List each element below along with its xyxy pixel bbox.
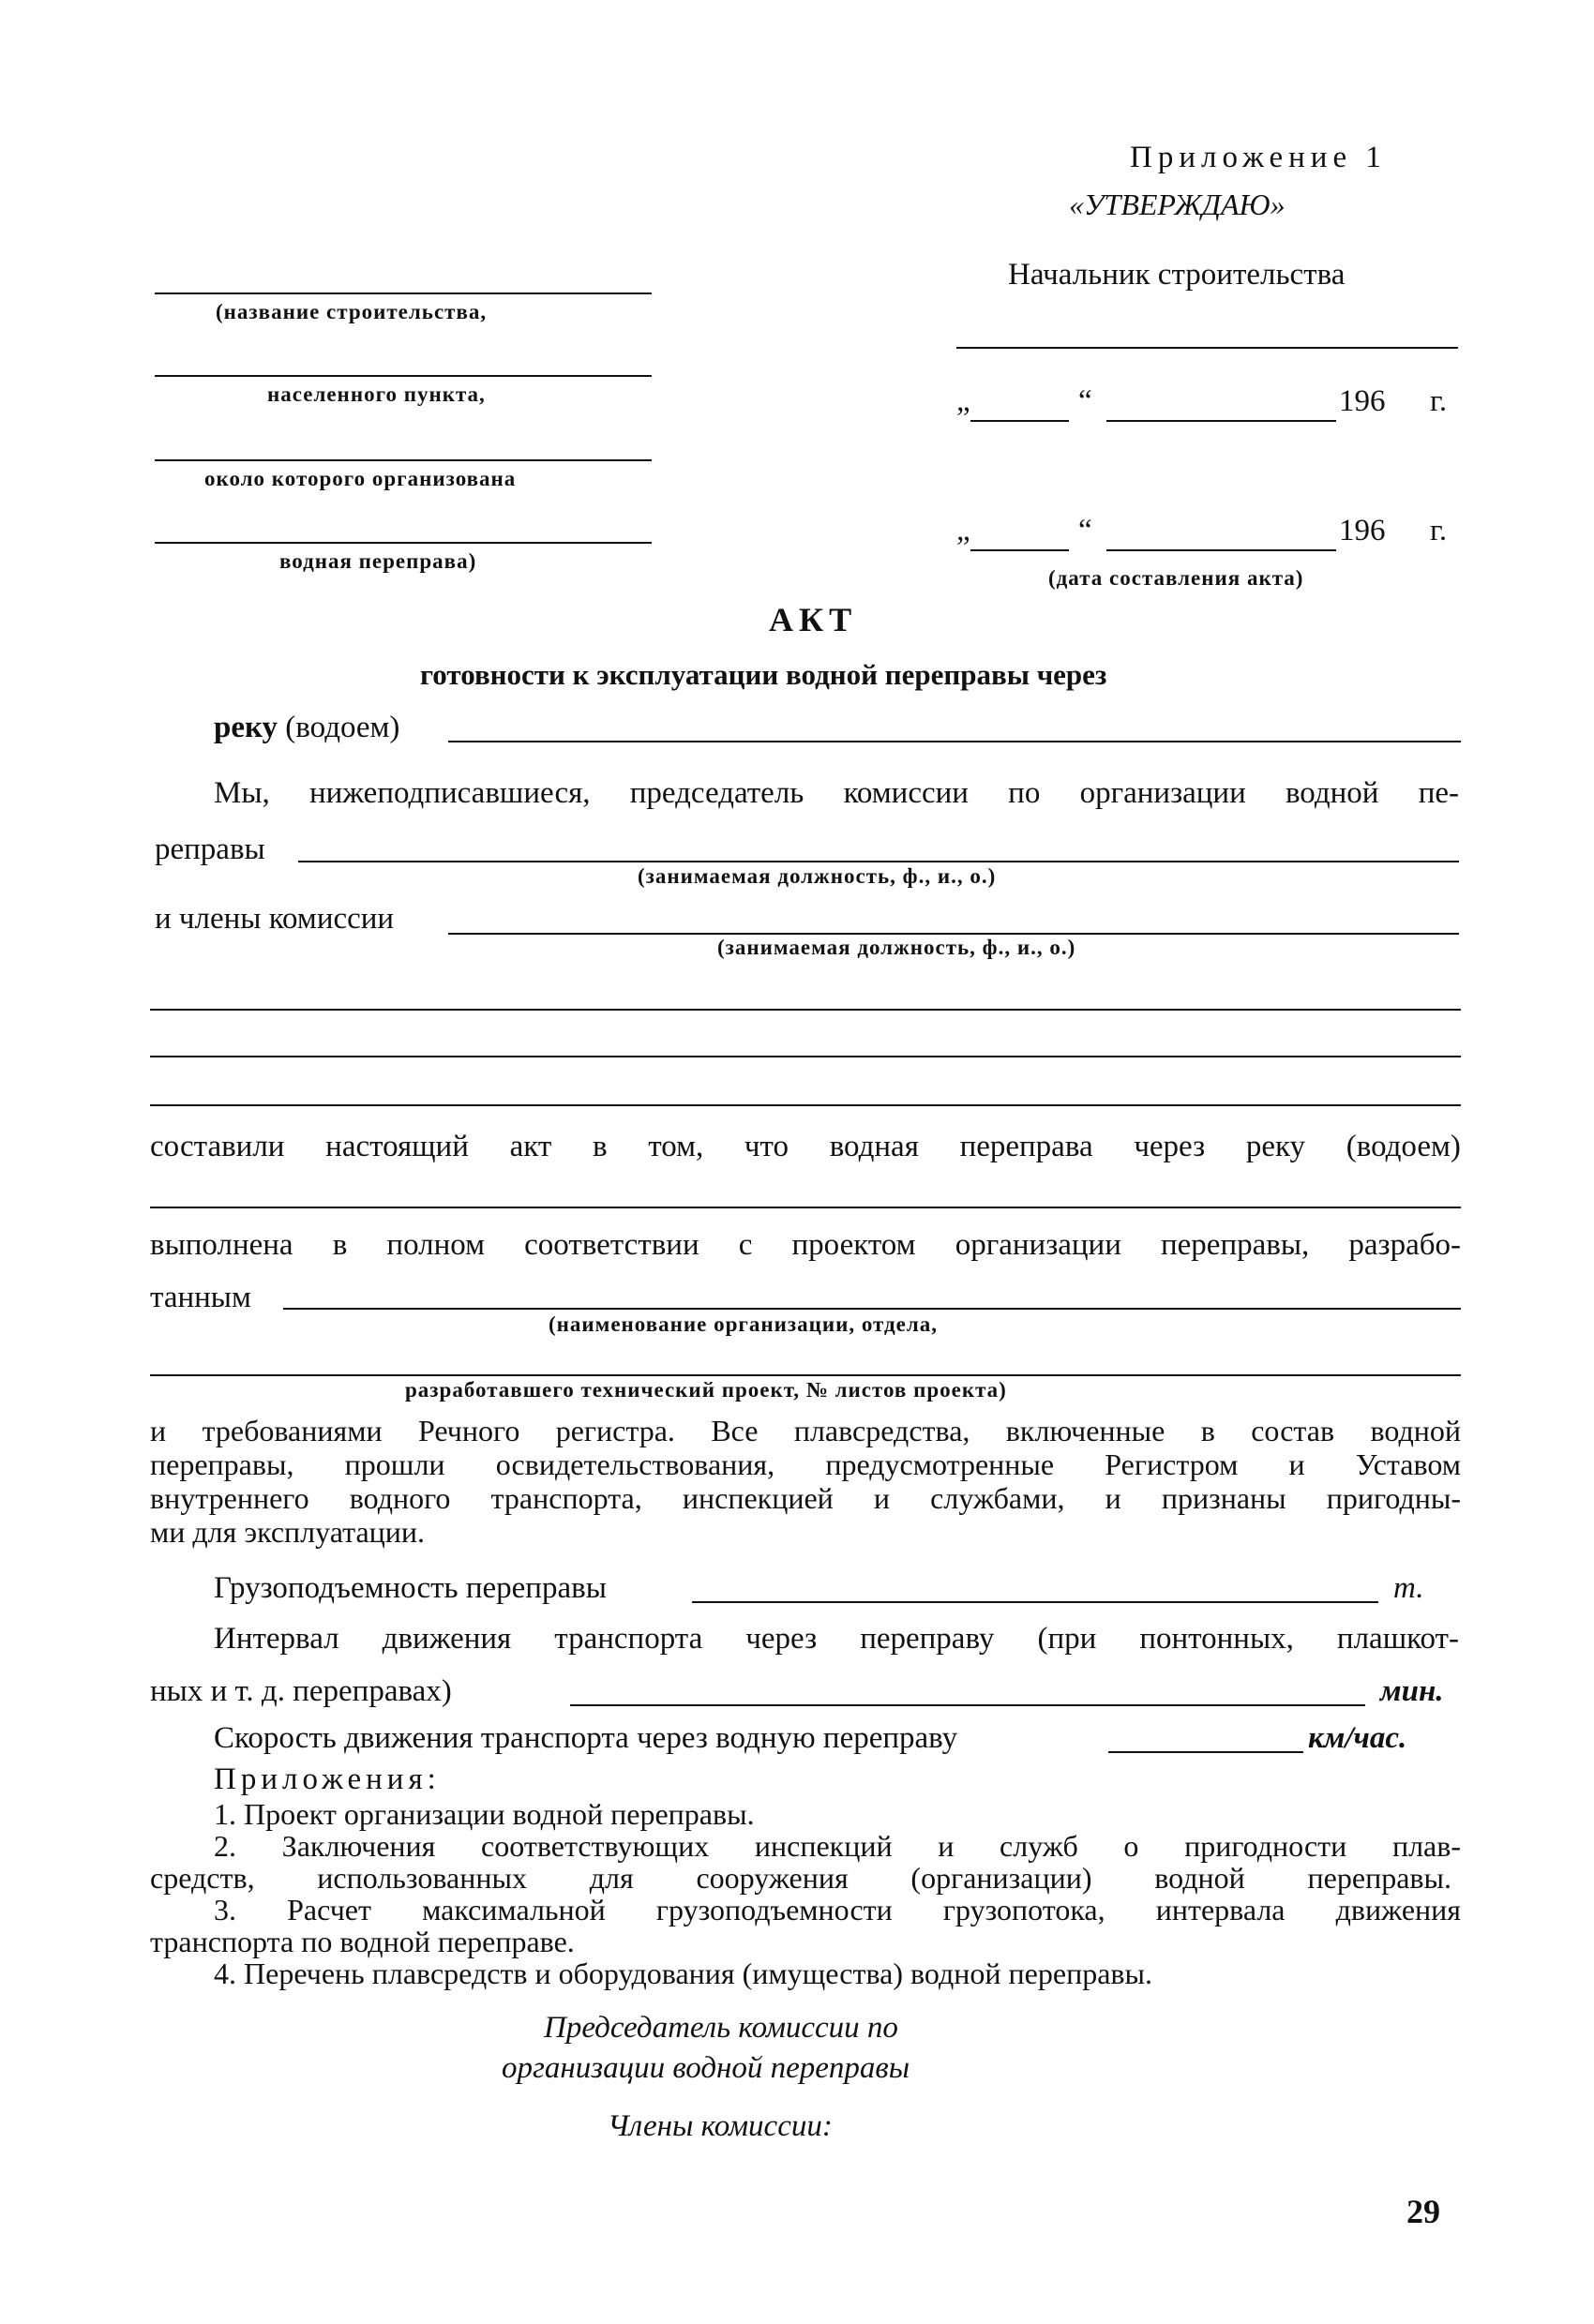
position-caption-2: (занимаемая должность, ф., и., о.)	[717, 936, 1076, 959]
para-line-4: ми для эксплуатации.	[150, 1515, 426, 1549]
we-line-word: водной	[1285, 776, 1379, 810]
blank-line-2	[150, 1056, 1461, 1057]
appendix-label: Приложение 1	[1130, 141, 1387, 174]
date1-quote-open: „	[956, 384, 970, 418]
date2-quote-open: „	[956, 514, 970, 547]
interval-unit: мин.	[1380, 1674, 1444, 1708]
capacity-unit: т.	[1393, 1571, 1424, 1605]
appendices-list	[150, 1798, 1461, 1989]
capacity-line	[692, 1601, 1378, 1603]
interval-line-word: (при	[1037, 1622, 1097, 1656]
tech-line	[150, 1374, 1461, 1376]
done-line-word: организации	[955, 1228, 1121, 1262]
appendix-item-4: 4. Перечень плавсредств и оборудования (имущества) водной переправы.	[214, 1957, 1152, 1990]
members-line	[448, 933, 1459, 935]
we-line-word: пе-	[1418, 776, 1459, 810]
compiled-line-word: в	[592, 1130, 608, 1163]
date2-year: 196	[1339, 514, 1386, 547]
river-name-line	[150, 1207, 1461, 1208]
river-label	[214, 711, 399, 745]
done-line-word: соответствии	[524, 1228, 699, 1262]
appendix-item-1: 1. Проект организации водной переправы.	[214, 1797, 755, 1831]
tech-caption: разработавшего технический проект, № листов проекта)	[405, 1378, 1007, 1402]
compiled-line-word: настоящий	[325, 1130, 469, 1163]
compiled-line-word: переправа	[959, 1130, 1093, 1163]
date1-quote-close: “	[1078, 384, 1092, 418]
appendices-heading: Приложения:	[214, 1762, 441, 1796]
chair-signature-1: Председатель комиссии по	[544, 2011, 898, 2045]
appendix-item-3: 3. Расчет максимальной грузоподъемности грузопотока, интервала движения	[214, 1893, 1461, 1927]
speed-label: Скорость движения транспорта через водную переправу	[214, 1721, 958, 1755]
compiled-line-word: том,	[648, 1130, 704, 1163]
we-line-word: комиссии	[843, 776, 969, 810]
interval-line-word: плашкот-	[1336, 1622, 1459, 1656]
date2-day-line	[970, 549, 1069, 551]
left-line-4	[155, 542, 652, 544]
we-undersigned-line	[214, 776, 1459, 811]
near-caption: около которого организована	[204, 467, 517, 490]
speed-line	[1108, 1751, 1303, 1753]
date1-month-line	[1106, 420, 1336, 422]
interval-line-word: переправу	[860, 1622, 995, 1656]
chief-signature-line	[956, 347, 1458, 349]
done-line-word: выполнена	[150, 1228, 293, 1262]
page-number: 29	[1406, 2193, 1440, 2230]
act-subtitle: готовности к эксплуатации водной переправы через	[420, 658, 1107, 691]
position-caption-1: (занимаемая должность, ф., и., о.)	[638, 864, 997, 888]
date1-g: г.	[1430, 384, 1448, 418]
done-line-word: проектом	[791, 1228, 916, 1262]
approve-label: «УТВЕРЖДАЮ»	[1069, 187, 1286, 221]
left-line-1	[155, 292, 652, 294]
we-line-word: организации	[1079, 776, 1246, 810]
speed-unit: км/час.	[1308, 1721, 1407, 1755]
act-title: АКТ	[769, 601, 858, 638]
compiled-line-word: что	[744, 1130, 789, 1163]
river-bold: реку	[214, 711, 278, 744]
river-rest: (водоем)	[285, 711, 400, 744]
members-label: и члены комиссии	[155, 902, 395, 936]
blank-line-3	[150, 1104, 1461, 1106]
date2-month-line	[1106, 549, 1336, 551]
org-caption: (наименование организации, отдела,	[549, 1312, 939, 1336]
done-line	[150, 1228, 1461, 1263]
compiled-line	[150, 1130, 1461, 1164]
done-line-word: разрабо-	[1348, 1228, 1461, 1262]
settlement-caption: населенного пункта,	[267, 382, 486, 406]
crossing-word: реправы	[155, 832, 265, 866]
compiled-line-word: (водоем)	[1346, 1130, 1461, 1163]
interval-line-word: движения	[382, 1622, 512, 1656]
para-line-2: переправы, прошли освидетельствования, предусмотренные Регистром и Уставом	[150, 1447, 1461, 1481]
interval-line-word: транспорта	[554, 1622, 703, 1656]
done-line-word: переправы,	[1161, 1228, 1310, 1262]
compiled-line-word: водная	[829, 1130, 919, 1163]
we-line-word: председатель	[629, 776, 805, 810]
compiled-line-word: реку	[1245, 1130, 1306, 1163]
appendix-item-2-cont: средств, использованных для сооружения (организации) водной переправы.	[150, 1861, 1451, 1895]
chief-label: Начальник строительства	[1008, 258, 1346, 292]
date2-quote-close: “	[1078, 514, 1092, 547]
para-line-3: внутреннего водного транспорта, инспекцией и службами, и признаны пригодны-	[150, 1481, 1461, 1515]
interval-cont: ных и т. д. переправах)	[150, 1674, 452, 1708]
left-line-3	[155, 459, 652, 461]
date2-g: г.	[1430, 514, 1448, 547]
construction-caption: (название строительства,	[216, 300, 488, 323]
interval-value-line	[570, 1704, 1365, 1706]
done-line-word: в	[332, 1228, 348, 1262]
we-line-word: по	[1008, 776, 1041, 810]
date-caption: (дата составления акта)	[1048, 566, 1304, 590]
capacity-label: Грузоподъемность переправы	[214, 1571, 607, 1605]
date1-day-line	[970, 420, 1069, 422]
appendix-item-3-cont: транспорта по водной переправе.	[150, 1925, 575, 1958]
org-line	[283, 1308, 1461, 1310]
para-line-1: и требованиями Речного регистра. Все плавсредства, включенные в состав водной	[150, 1414, 1461, 1447]
river-fill-line	[448, 741, 1461, 742]
done-line-word: с	[738, 1228, 753, 1262]
members-signature: Члены комиссии:	[608, 2109, 833, 2143]
compiled-line-word: составили	[150, 1130, 285, 1163]
interval-line-word: Интервал	[214, 1622, 339, 1656]
date1-year: 196	[1339, 384, 1386, 418]
left-line-2	[155, 375, 652, 377]
we-line-word: Мы,	[214, 776, 270, 810]
developed-word: танным	[150, 1281, 251, 1314]
done-line-word: полном	[386, 1228, 486, 1262]
crossing-caption: водная переправа)	[279, 549, 477, 573]
compiled-line-word: через	[1134, 1130, 1206, 1163]
interval-line-word: через	[745, 1622, 818, 1656]
interval-line-word: понтонных,	[1139, 1622, 1294, 1656]
compiled-line-word: акт	[509, 1130, 552, 1163]
interval-line	[214, 1622, 1459, 1657]
chair-position-line	[298, 861, 1459, 862]
registry-paragraph	[150, 1414, 1461, 1549]
chair-signature-2: организации водной переправы	[502, 2051, 910, 2085]
appendix-item-2: 2. Заключения соответствующих инспекций и служб о пригодности плав-	[214, 1829, 1461, 1863]
we-line-word: нижеподписавшиеся,	[308, 776, 591, 810]
blank-line-1	[150, 1009, 1461, 1011]
